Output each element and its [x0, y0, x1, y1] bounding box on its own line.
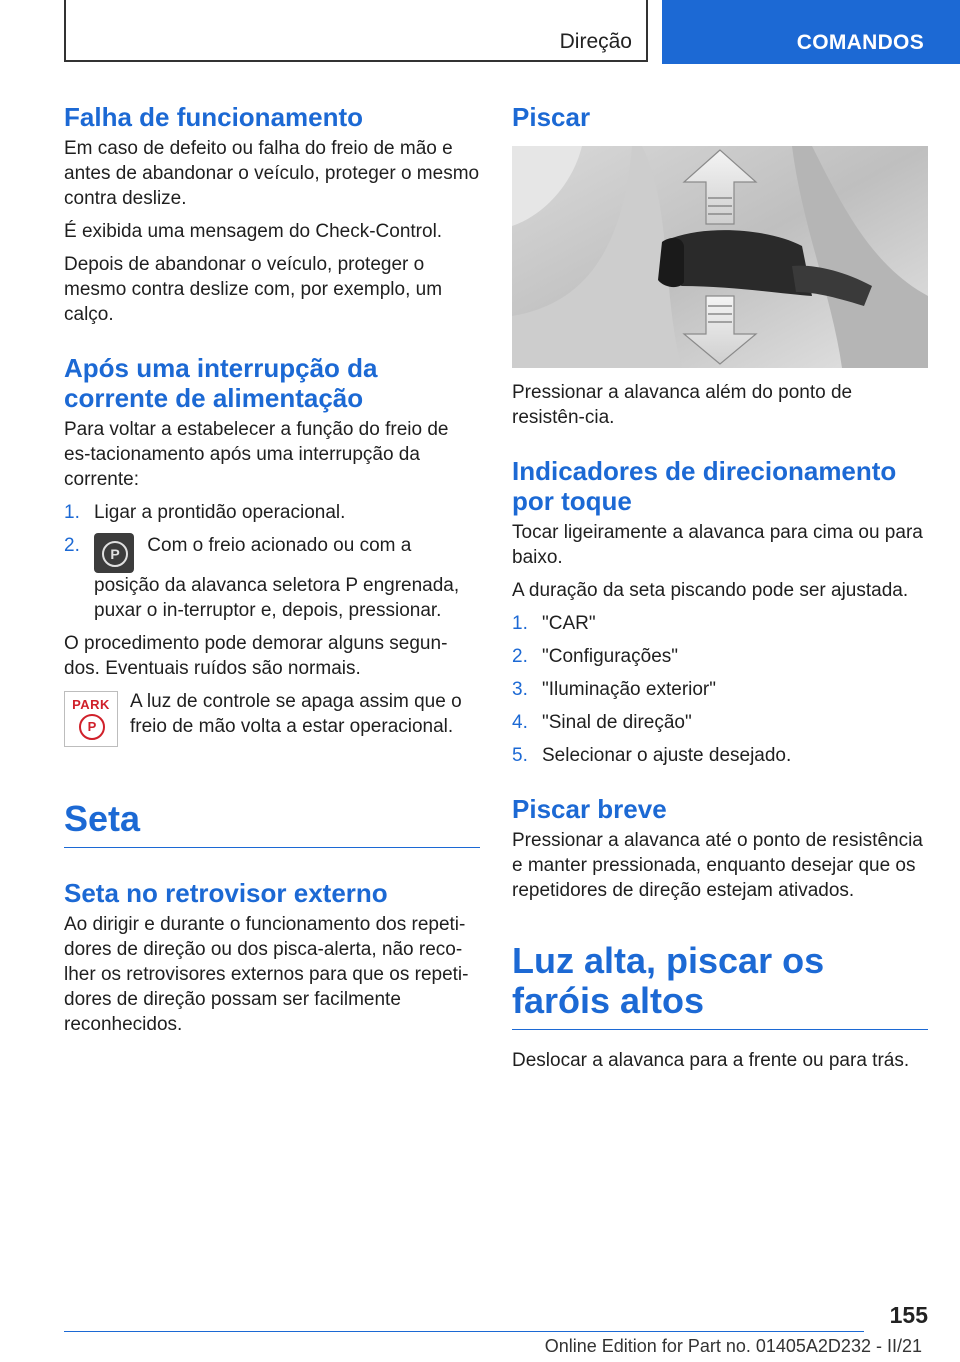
- step-text: Com o freio acionado ou com a posição da alavanca seletora P engrenada, puxar o in-terruptor e, depois, pressionar.: [94, 535, 460, 621]
- page-number: 155: [889, 1302, 928, 1328]
- step-text: "Sinal de direção": [542, 712, 692, 733]
- piscar-paragraph-1: Pressionar a alavanca além do ponto de resistên-cia.: [512, 382, 853, 428]
- right-column: [512, 102, 928, 1081]
- park-note-text: A luz de controle se apaga assim que o freio de mão volta a estar operacional.: [130, 691, 462, 737]
- step-number: 3.: [512, 679, 528, 700]
- heading-seta-retrovisor: Seta no retrovisor externo: [64, 878, 388, 908]
- header-section-box: [64, 0, 648, 62]
- step-text: "Iluminação exterior": [542, 679, 717, 700]
- turn-signal-lever-image: [512, 146, 928, 368]
- toque-paragraph-2: A duração da seta piscando pode ser ajustada.: [512, 580, 909, 601]
- park-indicator-icon: PARK P: [64, 691, 118, 747]
- heading-luz-alta: Luz alta, piscar os faróis altos: [512, 941, 928, 1030]
- footer-divider: [64, 1331, 864, 1332]
- header-section-title: Direção: [559, 30, 632, 53]
- toque-steps: [512, 611, 928, 768]
- parking-brake-switch-icon: P: [94, 533, 134, 573]
- heading-piscar: Piscar: [512, 102, 591, 132]
- park-note: [64, 689, 480, 749]
- list-item: [512, 644, 928, 669]
- interrupcao-after: O procedimento pode demorar alguns segun-dos. Eventuais ruídos são normais.: [64, 633, 448, 679]
- list-item: [512, 611, 928, 636]
- heading-falha: Falha de funcionamento: [64, 102, 364, 132]
- list-item: [64, 500, 480, 525]
- step-number: 2.: [512, 646, 528, 667]
- step-text: "Configurações": [542, 646, 679, 667]
- falha-paragraph-1: Em caso de defeito ou falha do freio de mão e antes de abandonar o veículo, proteger o mesmo contra deslize.: [64, 138, 480, 209]
- step-number: 5.: [512, 745, 528, 766]
- left-column: [64, 102, 480, 1045]
- step-number: 2.: [64, 535, 80, 556]
- header-chapter-tab: [662, 0, 960, 64]
- footer-edition: Online Edition for Part no. 01405A2D232 - II/21: [544, 1336, 922, 1356]
- seta-paragraph-1: Ao dirigir e durante o funcionamento dos repeti-dores de direção ou dos pisca-alerta, não reco-lher os retrovisores externos para que os repeti-dores de direção possam ser facilmente reconhecidos.: [64, 914, 469, 1035]
- list-item: [512, 743, 928, 768]
- interrupcao-steps: [64, 500, 480, 623]
- step-number: 1.: [512, 613, 528, 634]
- heading-toque: Indicadores de direcionamento por toque: [512, 456, 897, 516]
- falha-paragraph-3: Depois de abandonar o veículo, proteger o mesmo contra deslize com, por exemplo, um calço.: [64, 254, 443, 325]
- step-number: 1.: [64, 502, 80, 523]
- step-text: Selecionar o ajuste desejado.: [542, 745, 792, 766]
- list-item: [512, 677, 928, 702]
- interrupcao-intro: Para voltar a estabelecer a função do freio de es-tacionamento após uma interrupção da corrente:: [64, 419, 449, 490]
- breve-paragraph-1: Pressionar a alavanca até o ponto de resistência e manter pressionada, enquanto desejar que os repetidores de direção estejam ativados.: [512, 830, 923, 901]
- list-item: [512, 710, 928, 735]
- toque-paragraph-1: Tocar ligeiramente a alavanca para cima ou para baixo.: [512, 522, 923, 568]
- heading-seta: Seta: [64, 799, 480, 848]
- luz-paragraph-1: Deslocar a alavanca para a frente ou para trás.: [512, 1050, 910, 1071]
- step-text: "CAR": [542, 613, 596, 634]
- step-number: 4.: [512, 712, 528, 733]
- step-text: Ligar a prontidão operacional.: [94, 502, 346, 523]
- heading-interrupcao: Após uma interrupção da corrente de alimentação: [64, 353, 378, 413]
- list-item: [64, 533, 480, 623]
- heading-piscar-breve: Piscar breve: [512, 794, 667, 824]
- header-chapter-title: COMANDOS: [796, 31, 924, 54]
- turn-signal-lever-illustration: [512, 146, 928, 368]
- falha-paragraph-2: É exibida uma mensagem do Check-Control.: [64, 221, 443, 242]
- park-indicator-label: PARK: [72, 697, 110, 712]
